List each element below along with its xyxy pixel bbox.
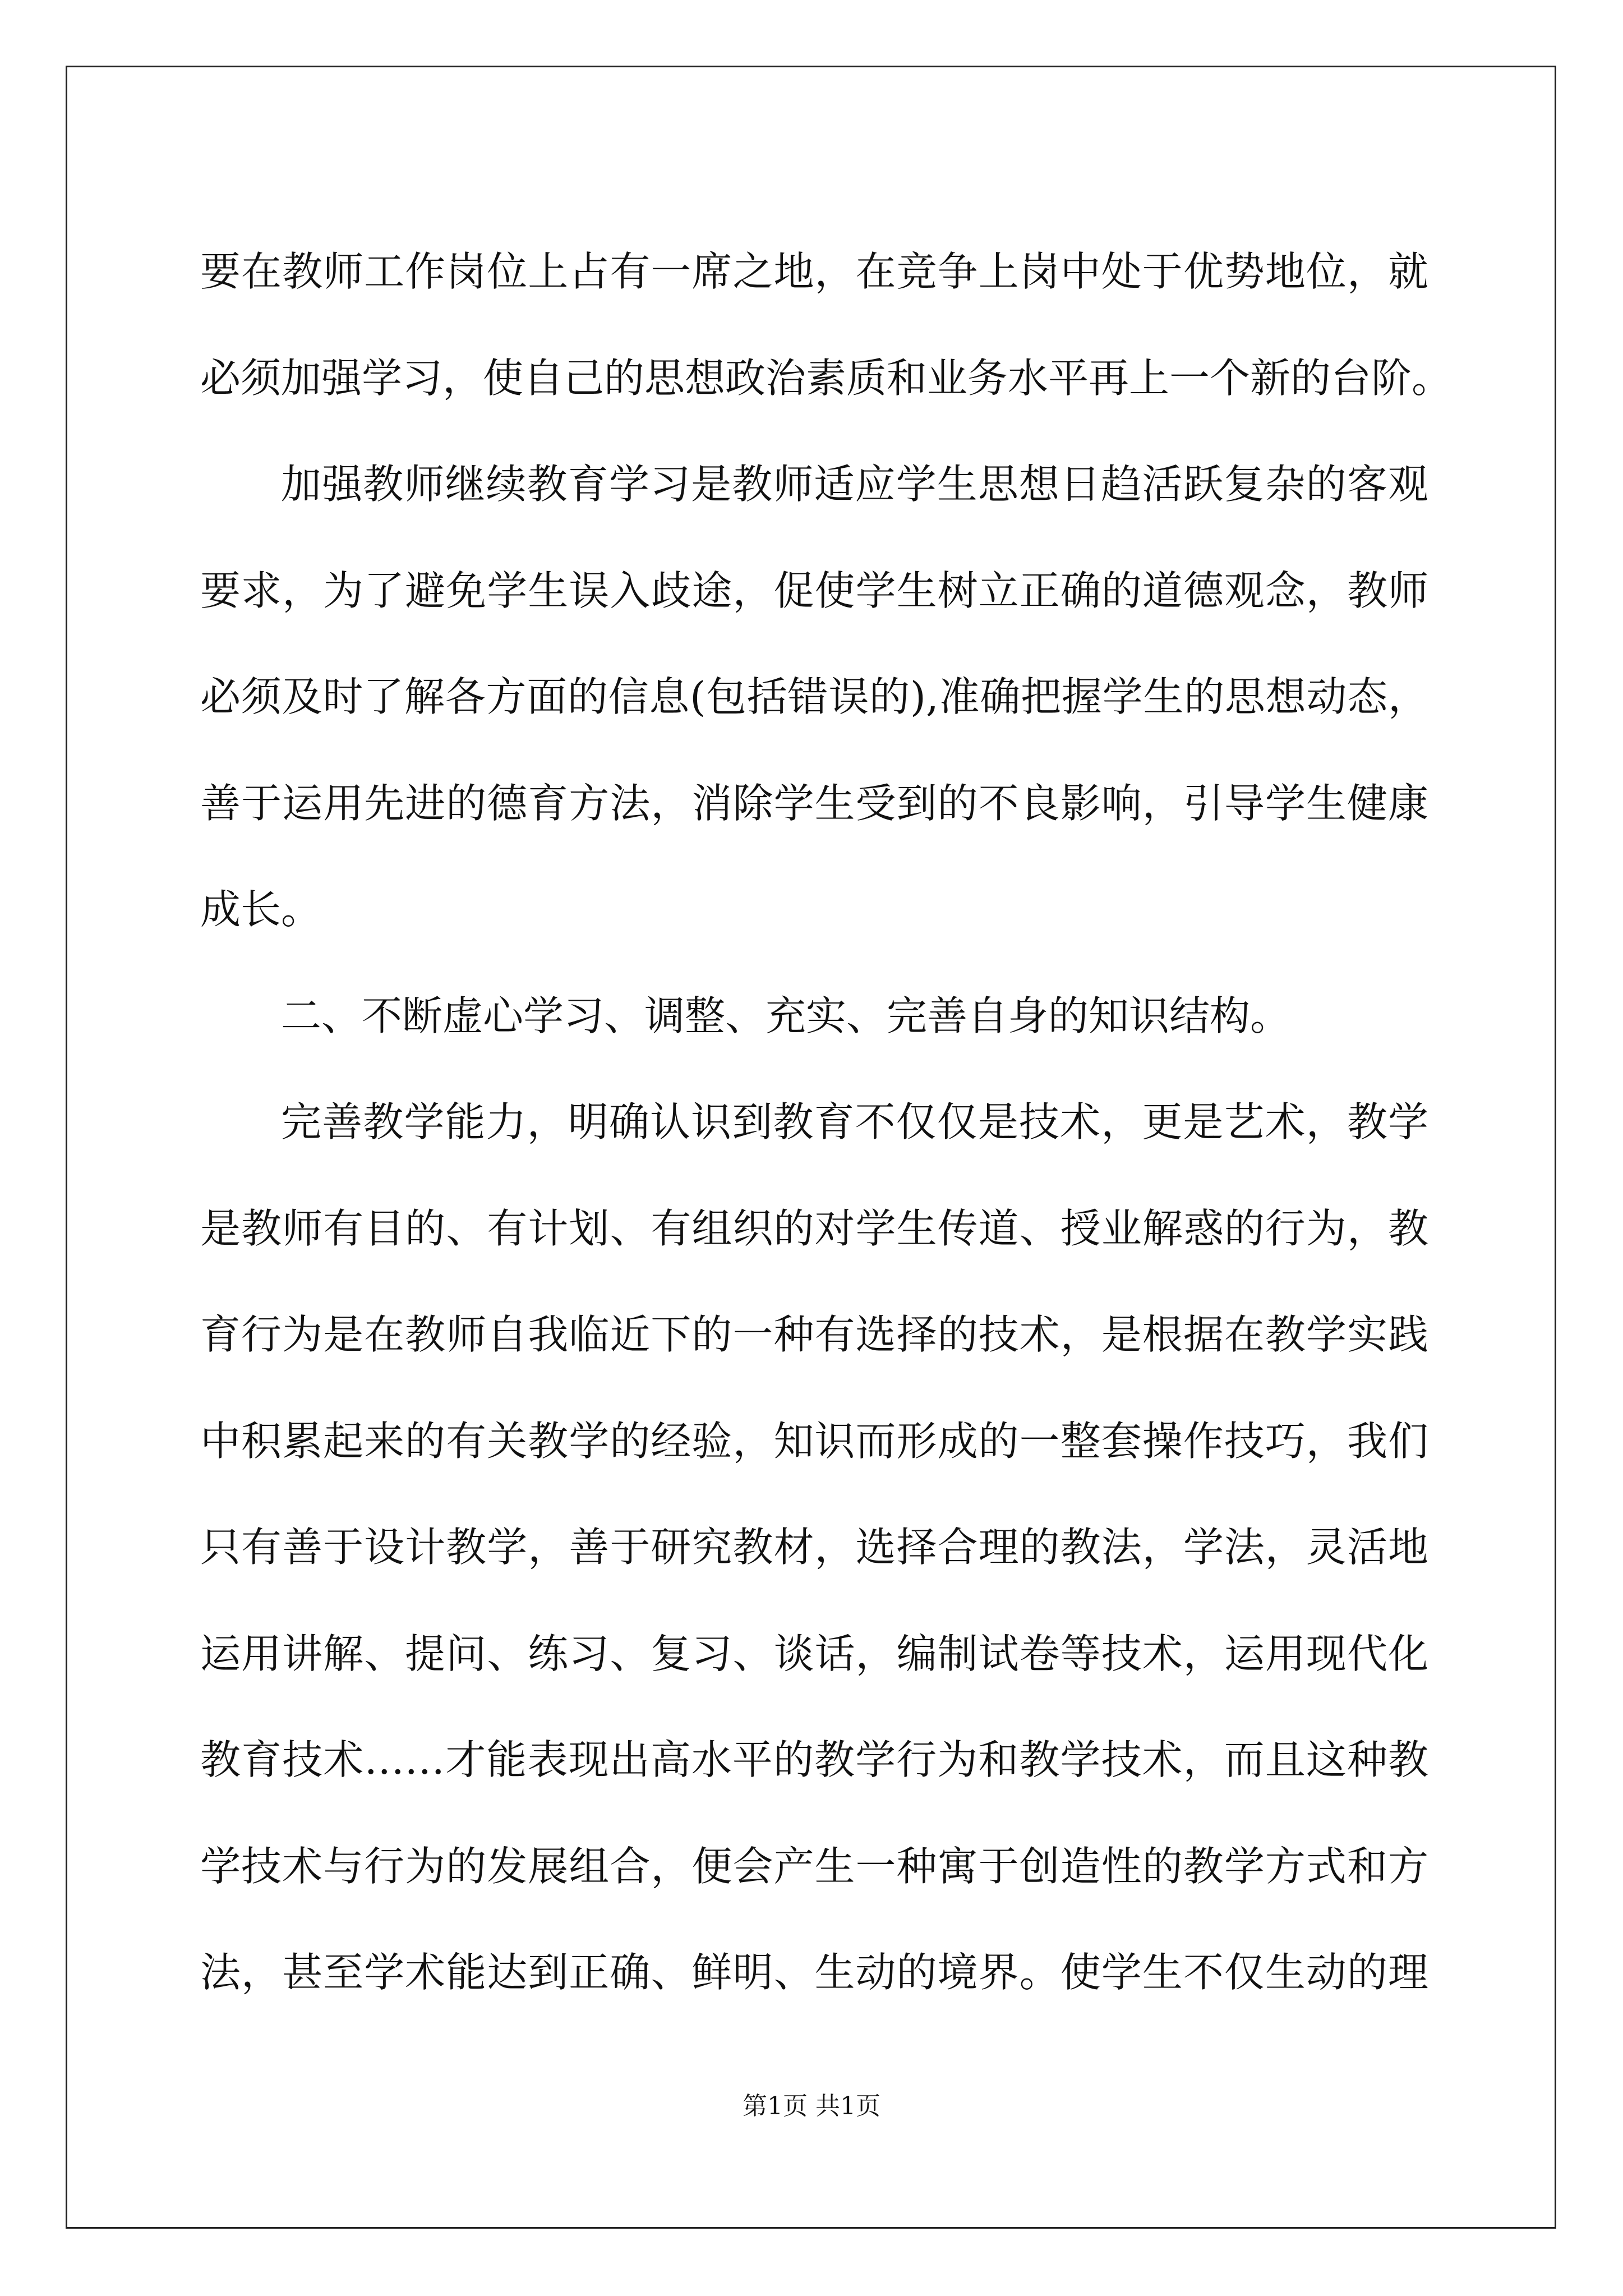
text-line: 成长。 [200,886,322,933]
text-line: 运用讲解、提问、练习、复习、谈话，编制试卷等技术，运用现代化 [200,1630,1428,1677]
text-line: 二、不断虚心学习、调整、充实、完善自身的知识结构。 [281,992,1291,1039]
text-line: 必须及时了解各方面的信息(包括错误的),准确把握学生的思想动态， [200,673,1428,720]
document-body [200,219,1453,2026]
text-line: 法，甚至学术能达到正确、鲜明、生动的境界。使学生不仅生动的理 [200,1949,1428,1996]
text-line: 育行为是在教师自我临近下的一种有选择的技术，是根据在教学实践 [200,1311,1428,1358]
text-line: 中积累起来的有关教学的经验，知识而形成的一整套操作技巧，我们 [200,1417,1428,1465]
text-line: 要在教师工作岗位上占有一席之地，在竞争上岗中处于优势地位，就 [200,248,1428,295]
text-line: 学技术与行为的发展组合，便会产生一种寓于创造性的教学方式和方 [200,1842,1428,1890]
text-line: 要求，为了避免学生误入歧途，促使学生树立正确的道德观念，教师 [200,567,1428,614]
text-line: 必须加强学习，使自己的思想政治素质和业务水平再上一个新的台阶。 [200,354,1453,402]
text-line: 善于运用先进的德育方法，消除学生受到的不良影响，引导学生健康 [200,779,1428,827]
text-line: 教育技术……才能表现出高水平的教学行为和教学技术，而且这种教 [200,1736,1428,1783]
text-line: 完善教学能力，明确认识到教育不仅仅是技术，更是艺术，教学 [281,1098,1428,1145]
text-line: 是教师有目的、有计划、有组织的对学生传道、授业解惑的行为，教 [200,1204,1428,1252]
page-footer: 第1页 共1页 [743,2092,880,2120]
text-line: 只有善于设计教学，善于研究教材，选择合理的教法，学法，灵活地 [200,1524,1428,1571]
text-line: 加强教师继续教育学习是教师适应学生思想日趋活跃复杂的客观 [281,461,1428,508]
